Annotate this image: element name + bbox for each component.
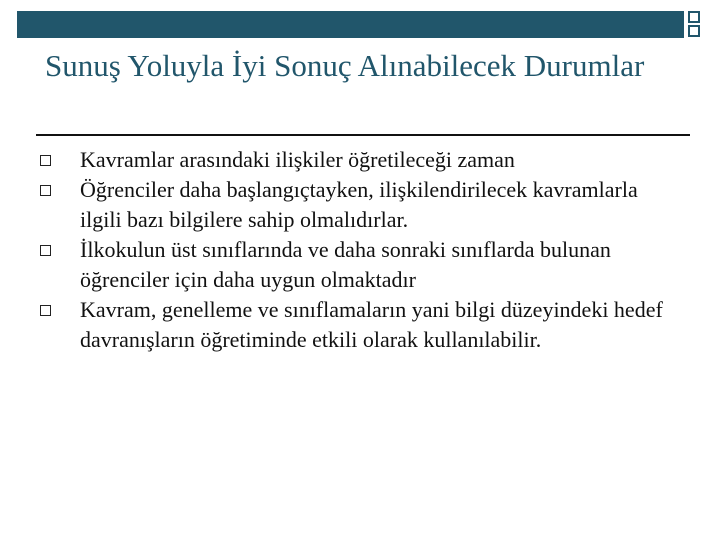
bullet-text: Kavramlar arasındaki ilişkiler öğretileceği zaman (80, 147, 515, 172)
bullet-item (40, 145, 680, 175)
bullet-item (40, 175, 680, 235)
bullet-item (40, 235, 680, 295)
corner-square-top (688, 11, 700, 23)
corner-square-bottom (688, 25, 700, 37)
slide-title: Sunuş Yoluyla İyi Sonuç Alınabilecek Durumlar (45, 48, 645, 83)
hollow-square-icon (40, 185, 51, 196)
bullet-text: İlkokulun üst sınıflarında ve daha sonraki sınıflarda bulunan öğrenciler için daha uygun olmaktadır (80, 237, 611, 292)
bullet-text: Öğrenciler daha başlangıçtayken, ilişkilendirilecek kavramlarla ilgili bazı bilgilere sahip olmalıdırlar. (80, 177, 638, 232)
hollow-square-icon (40, 155, 51, 166)
bullet-list (40, 145, 680, 355)
bullet-item (40, 295, 680, 355)
hollow-square-icon (40, 305, 51, 316)
title-divider (36, 134, 690, 136)
header-bar (17, 11, 684, 38)
hollow-square-icon (40, 245, 51, 256)
bullet-text: Kavram, genelleme ve sınıflamaların yani bilgi düzeyindeki hedef davranışların öğretiminde etkili olarak kullanılabilir. (80, 297, 663, 352)
